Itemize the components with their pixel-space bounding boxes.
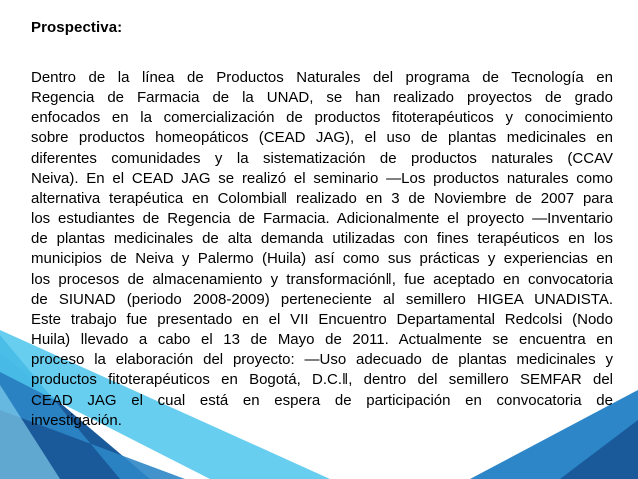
paragraph-line: sobre productos homeopáticos (CEAD JAG), el uso de plantas medicinales en bbox=[31, 129, 613, 147]
paragraph-line: Neiva). En el CEAD JAG se realizó el seminario ―Los productos naturales como bbox=[31, 169, 613, 187]
paragraph-line: municipios de Neiva y Palermo (Huila) así como sus prácticas y experiencias en bbox=[31, 250, 613, 268]
paragraph-line: de plantas medicinales de alta demanda utilizadas con fines terapéuticos en los bbox=[31, 230, 613, 248]
paragraph-line: los procesos de almacenamiento y transformación‖, fue aceptado en convocatoria bbox=[31, 270, 613, 288]
slide-heading: Prospectiva: bbox=[31, 19, 123, 36]
paragraph-line: investigación. bbox=[31, 411, 122, 429]
paragraph-line: Este trabajo fue presentado en el VII Encuentro Departamental Redcolsi (Nodo bbox=[31, 310, 613, 328]
paragraph-line: los estudiantes de Regencia de Farmacia. Adicionalmente el proyecto ―Inventario bbox=[31, 210, 613, 228]
paragraph-line: Regencia de Farmacia de la UNAD, se han realizado proyectos de grado bbox=[31, 89, 613, 107]
paragraph-line: Dentro de la línea de Productos Naturales del programa de Tecnología en bbox=[31, 69, 613, 86]
slide-paragraph bbox=[31, 68, 613, 431]
paragraph-line: Huila) llevado a cabo el 13 de Mayo de 2011. Actualmente se encuentra en bbox=[31, 331, 613, 349]
paragraph-line: CEAD JAG el cual está en espera de participación en convocatoria de bbox=[31, 391, 613, 409]
paragraph-line: enfocados en la comercialización de productos fitoterapéuticos y conocimiento bbox=[31, 109, 613, 127]
paragraph-line: diferentes comunidades y la sistematización de productos naturales (CCAV bbox=[31, 149, 613, 167]
paragraph-line: productos fitoterapéuticos en Bogotá, D.C.‖, dentro del semillero SEMFAR del bbox=[31, 371, 613, 389]
paragraph-line: alternativa terapéutica en Colombia‖ realizado en 3 de Noviembre de 2007 para bbox=[31, 189, 613, 207]
paragraph-line: de SIUNAD (periodo 2008-2009) perteneciente al semillero HIGEA UNADISTA. bbox=[31, 290, 613, 308]
paragraph-line: proceso la elaboración del proyecto: ―Uso adecuado de plantas medicinales y bbox=[31, 351, 613, 369]
